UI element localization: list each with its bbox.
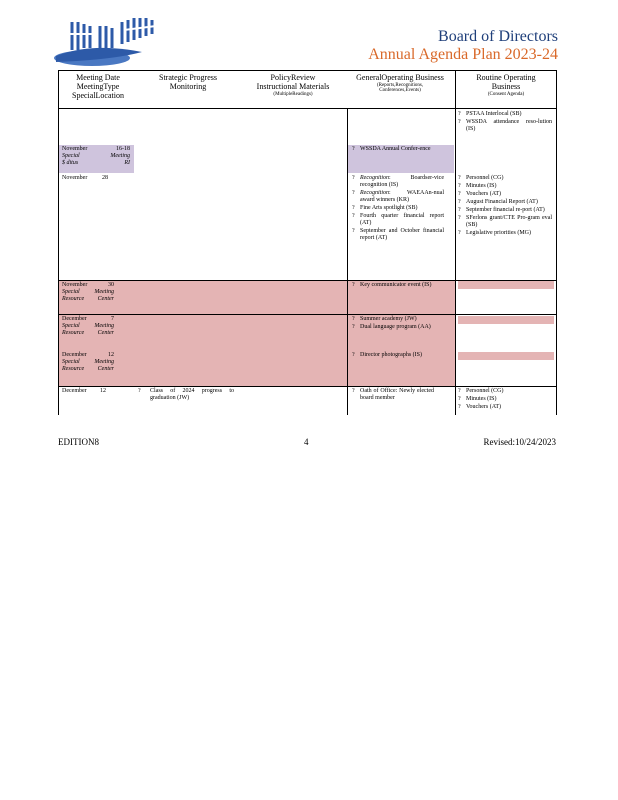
list-item: ? Summer academy (JW) bbox=[352, 316, 440, 323]
general-list bbox=[352, 352, 432, 360]
board-title: Board of Directors bbox=[438, 28, 558, 45]
list-item: ? Director photographs (IS) bbox=[352, 352, 432, 359]
list-item: ? Personnel (CG) bbox=[458, 388, 518, 395]
meeting-info: November 16-18 Special Meeting $ ditus RI bbox=[62, 146, 130, 166]
list-item: ? Dual language program (AA) bbox=[352, 324, 440, 331]
list-item: ? Fine Arts spotlight (SB) bbox=[352, 205, 444, 212]
row-rule bbox=[58, 386, 556, 387]
footer-edition: EDITION8 bbox=[58, 437, 99, 447]
general-list bbox=[352, 316, 440, 332]
row-highlight bbox=[458, 352, 554, 360]
routine-list bbox=[458, 388, 518, 412]
list-item: ? September and October financial report (AT) bbox=[352, 228, 444, 242]
list-item: ? Personnel (CG) bbox=[458, 175, 552, 182]
row-highlight bbox=[458, 316, 554, 324]
col-rule bbox=[556, 70, 557, 415]
list-item: ? Legislative priorities (MG) bbox=[458, 230, 552, 237]
list-item: ? Fourth quarter financial report (AT) bbox=[352, 213, 444, 227]
row-highlight bbox=[458, 281, 554, 289]
header-policy: PolicyReview Instructional Materials (MultipleReadings) bbox=[256, 73, 330, 97]
list-item: ? SFerlons grant/CTE Pro-gram eval (SB) bbox=[458, 215, 552, 229]
list-item: ? PSTAA Interlocal (SB) bbox=[458, 111, 552, 118]
meeting-info: December 7 Special Meeting Resource Center bbox=[62, 316, 114, 336]
meeting-info: December 12 bbox=[62, 388, 106, 394]
meeting-info: December 12 Special Meeting Resource Center bbox=[62, 352, 114, 372]
revised-date: Revised:10/24/2023 bbox=[483, 437, 556, 447]
general-list bbox=[352, 146, 442, 154]
header-general: GeneralOperating Business (Reports,Recognitions, Conferences,Events) bbox=[356, 73, 444, 93]
list-item: ? WSSDA attendance reso-lution (IS) bbox=[458, 119, 552, 133]
district-logo-icon bbox=[52, 12, 170, 68]
strategic-list bbox=[138, 388, 234, 403]
list-item: ? Vouchers (AT) bbox=[458, 404, 518, 411]
plan-title: Annual Agenda Plan 2023-24 bbox=[368, 46, 558, 63]
list-item: ? Recognition: WAEAAn-nual award winners (KR) bbox=[352, 190, 444, 204]
col-rule bbox=[455, 70, 456, 415]
general-list bbox=[352, 175, 444, 243]
list-item: ? September financial re-port (AT) bbox=[458, 207, 552, 214]
list-item: ? Class of 2024 progress to graduation (JW) bbox=[138, 388, 234, 402]
header-meeting: Meeting Date MeetingType SpecialLocation bbox=[72, 73, 124, 100]
list-item: ? Key communicator event (IS) bbox=[352, 282, 442, 289]
list-item: ? Oath of Office: Newly elected board member bbox=[352, 388, 434, 402]
routine-list bbox=[458, 175, 552, 238]
list-item: ? Recognition: Boardser-vice recognition (IS) bbox=[352, 175, 444, 189]
list-item: ? Minutes (IS) bbox=[458, 396, 518, 403]
header-routine: Routine Operating Business (Consent Agenda) bbox=[476, 73, 536, 97]
meeting-info: November 30 Special Meeting Resource Center bbox=[62, 282, 114, 302]
header-rule bbox=[58, 108, 556, 109]
list-item: ? Minutes (IS) bbox=[458, 183, 552, 190]
list-item: ? August Financial Report (AT) bbox=[458, 199, 552, 206]
general-list bbox=[352, 282, 442, 290]
list-item: ? WSSDA Annual Confer-ence bbox=[352, 146, 442, 153]
list-item: ? Vouchers (AT) bbox=[458, 191, 552, 198]
general-list bbox=[352, 388, 434, 403]
table-top-rule bbox=[58, 70, 556, 71]
routine-list bbox=[458, 111, 552, 134]
meeting-info: November 28 bbox=[62, 175, 108, 181]
header-strategic: Strategic Progress Monitoring bbox=[159, 73, 217, 91]
page-number: 4 bbox=[304, 437, 309, 447]
